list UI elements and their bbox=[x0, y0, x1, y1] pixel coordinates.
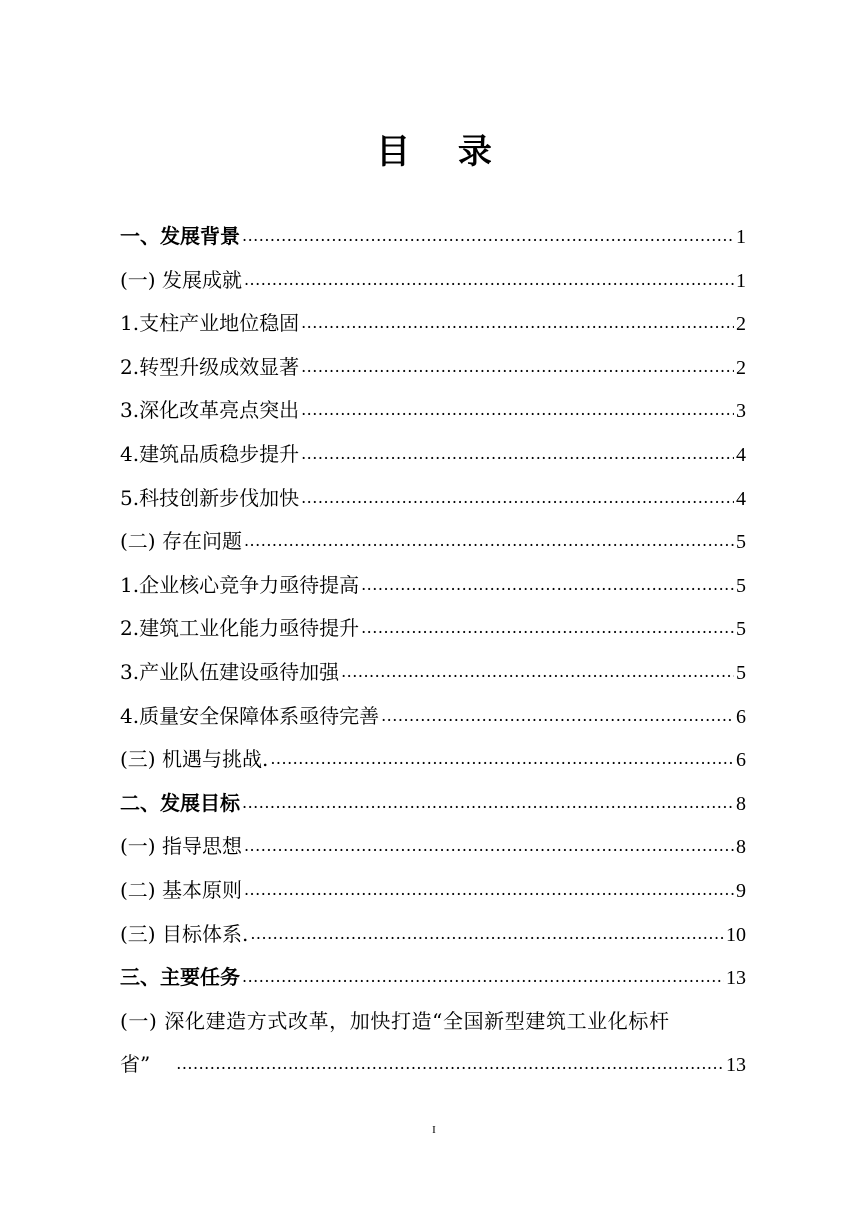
toc-entry-page: 9 bbox=[736, 879, 746, 902]
toc-entry[interactable] bbox=[120, 389, 746, 433]
toc-entry-page: 8 bbox=[736, 836, 746, 859]
toc-leader-dots bbox=[244, 868, 734, 912]
toc-leader-dots bbox=[301, 432, 734, 476]
toc-leader-dots bbox=[361, 563, 734, 607]
toc-leader-dots bbox=[242, 955, 724, 999]
toc-entry-page: 1 bbox=[736, 226, 746, 248]
toc-entry-page: 2 bbox=[736, 356, 746, 379]
toc-entry-page: 10 bbox=[726, 923, 746, 946]
toc-entry[interactable] bbox=[120, 564, 746, 608]
toc-entry-page: 4 bbox=[736, 443, 746, 466]
toc-entry[interactable] bbox=[120, 259, 746, 303]
toc-entry-label: 4.建筑品质稳步提升 bbox=[120, 441, 300, 466]
toc-leader-dots bbox=[381, 694, 734, 738]
toc-leader-dots bbox=[176, 1042, 724, 1086]
toc-entry-page: 5 bbox=[736, 574, 746, 597]
toc-entry-label: 3.深化改革亮点突出 bbox=[120, 398, 300, 423]
toc-entry[interactable] bbox=[120, 825, 746, 869]
toc-entry[interactable] bbox=[120, 956, 746, 1000]
toc-entry-page: 4 bbox=[736, 487, 746, 510]
toc-entry-page: 13 bbox=[726, 967, 746, 990]
toc-entry-wrapped-line1[interactable]: (一) 深化建造方式改革，加快打造“全国新型建筑工业化标杆 bbox=[120, 1008, 670, 1033]
toc-leader-dots bbox=[301, 345, 734, 389]
toc-entry-wrapped-line2[interactable] bbox=[120, 1043, 746, 1087]
toc-entry[interactable] bbox=[120, 607, 746, 651]
toc-entry-page: 13 bbox=[726, 1054, 746, 1077]
table-of-contents bbox=[120, 215, 746, 1087]
toc-entry-label: 二、发展目标 bbox=[120, 790, 240, 815]
toc-leader-dots bbox=[244, 519, 734, 563]
toc-entry-label: (二) 基本原则 bbox=[120, 877, 242, 902]
toc-entries bbox=[120, 215, 746, 1000]
toc-leader-dots bbox=[301, 388, 734, 432]
toc-entry[interactable] bbox=[120, 782, 746, 826]
toc-entry-label: (一) 发展成就 bbox=[120, 267, 242, 292]
toc-leader-dots bbox=[361, 606, 734, 650]
toc-entry-page: 1 bbox=[736, 269, 746, 292]
toc-leader-dots bbox=[242, 214, 734, 258]
toc-leader-dots bbox=[242, 781, 734, 825]
toc-entry[interactable] bbox=[120, 520, 746, 564]
toc-entry-page: 2 bbox=[736, 313, 746, 336]
toc-entry[interactable] bbox=[120, 477, 746, 521]
toc-entry-label: (二) 存在问题 bbox=[120, 529, 242, 554]
toc-leader-dots bbox=[250, 912, 724, 956]
toc-leader-dots bbox=[341, 650, 734, 694]
toc-entry[interactable] bbox=[120, 302, 746, 346]
toc-entry[interactable] bbox=[120, 433, 746, 477]
toc-entry-label: (三) 目标体系. bbox=[120, 921, 249, 946]
toc-entry-page: 5 bbox=[736, 661, 746, 684]
toc-entry-label: 2.建筑工业化能力亟待提升 bbox=[120, 616, 360, 641]
toc-entry-label: (一) 指导思想 bbox=[120, 834, 242, 859]
toc-leader-dots bbox=[301, 301, 734, 345]
toc-entry-label: 一、发展背景 bbox=[120, 224, 240, 248]
toc-entry-label: 三、主要任务 bbox=[120, 965, 240, 990]
toc-entry-page: 5 bbox=[736, 618, 746, 641]
toc-entry-label: (三) 机遇与挑战. bbox=[120, 747, 269, 772]
toc-entry[interactable] bbox=[120, 651, 746, 695]
toc-entry-page: 6 bbox=[736, 749, 746, 772]
toc-entry-page: 5 bbox=[736, 531, 746, 554]
toc-entry[interactable] bbox=[120, 913, 746, 957]
toc-entry-label: 省” bbox=[120, 1052, 151, 1077]
toc-leader-dots bbox=[244, 824, 734, 868]
toc-entry[interactable] bbox=[120, 869, 746, 913]
toc-entry-label: 3.产业队伍建设亟待加强 bbox=[120, 659, 340, 684]
toc-entry[interactable] bbox=[120, 695, 746, 739]
toc-entry-page: 3 bbox=[736, 400, 746, 423]
toc-entry-label: 2.转型升级成效显著 bbox=[120, 354, 300, 379]
toc-leader-dots bbox=[270, 737, 734, 781]
toc-entry-label: 1.支柱产业地位稳固 bbox=[120, 311, 300, 336]
toc-entry-label: 5.科技创新步伐加快 bbox=[120, 485, 300, 510]
toc-leader-dots bbox=[301, 476, 734, 520]
toc-leader-dots bbox=[244, 258, 734, 302]
toc-entry[interactable] bbox=[120, 738, 746, 782]
toc-entry-page: 6 bbox=[736, 705, 746, 728]
toc-entry-page: 8 bbox=[736, 792, 746, 815]
toc-entry[interactable] bbox=[120, 346, 746, 390]
toc-entry-label: 4.质量安全保障体系亟待完善 bbox=[120, 703, 380, 728]
page-number: I bbox=[432, 1124, 436, 1136]
toc-entry[interactable] bbox=[120, 215, 746, 259]
toc-title: 目 录 bbox=[376, 132, 510, 172]
toc-entry-label: 1.企业核心竞争力亟待提高 bbox=[120, 572, 360, 597]
